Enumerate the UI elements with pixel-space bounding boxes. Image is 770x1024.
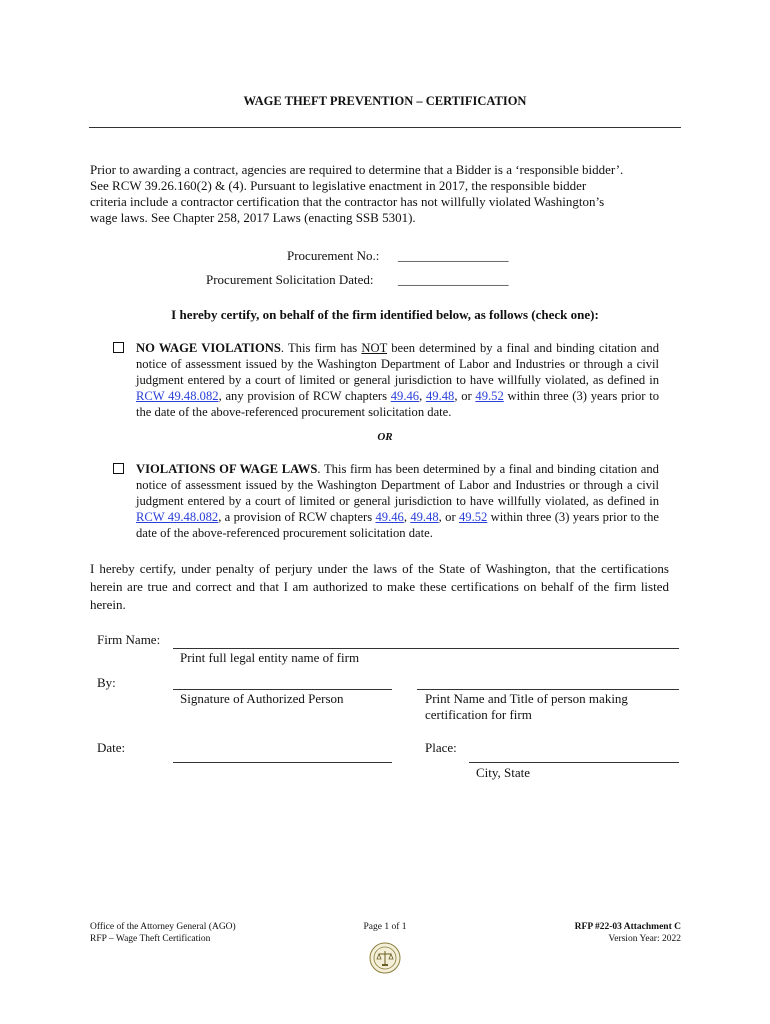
no-violations-heading: NO WAGE VIOLATIONS [136, 341, 281, 355]
no-violations-option [136, 340, 659, 420]
place-field[interactable] [469, 762, 679, 763]
or-separator: OR [377, 431, 393, 443]
chapter-49-52-link[interactable]: 49.52 [475, 389, 504, 403]
option1-text-4: within three (3) years prior to the date of the above-referenced procurement solicitation date. [136, 389, 659, 419]
option2-text-3: within three (3) years prior to the date of the above-referenced procurement solicitation date. [136, 510, 660, 540]
option2-text-2: , a provision of RCW chapters [218, 510, 376, 524]
print-name-field[interactable] [417, 689, 679, 690]
separator: , or [438, 510, 459, 524]
violations-heading: VIOLATIONS OF WAGE LAWS [136, 462, 318, 476]
chapter-49-48-link[interactable]: 49.48 [410, 510, 439, 524]
rcw-link[interactable]: RCW 49.48.082 [136, 389, 219, 403]
procurement-number-label: Procurement No.: [287, 248, 380, 263]
signature-hint: Signature of Authorized Person [180, 691, 344, 706]
by-label: By: [97, 675, 116, 690]
no-violations-checkbox[interactable] [113, 342, 124, 353]
date-label: Date: [97, 740, 126, 755]
firm-name-label: Firm Name: [97, 632, 161, 647]
chapter-49-46-link[interactable]: 49.46 [390, 389, 420, 403]
not-emphasis: NOT [361, 341, 388, 355]
footer-page-number: Page 1 of 1 [363, 922, 407, 932]
chapter-49-46-link[interactable]: 49.46 [375, 510, 404, 524]
violations-checkbox[interactable] [113, 463, 124, 474]
document-title: WAGE THEFT PREVENTION – CERTIFICATION [243, 94, 527, 108]
procurement-dated-field[interactable]: _________________ [398, 272, 509, 287]
option1-text-3: , any provision of RCW chapters [218, 389, 391, 403]
print-name-hint-1: Print Name and Title of person making [425, 691, 628, 706]
firm-name-hint: Print full legal entity name of firm [180, 650, 360, 665]
separator: , [419, 389, 426, 403]
title-divider [89, 127, 681, 128]
footer-right [575, 921, 681, 945]
perjury-statement: I hereby certify, under penalty of perjury under the laws of the State of Washington, that the certifications herein are true and correct and that I am authorized to make these certifications on behalf of the firm listed herein. [90, 561, 669, 612]
separator: , or [454, 389, 476, 403]
place-label: Place: [425, 740, 457, 755]
option1-text-1: . This firm has [280, 341, 362, 355]
firm-name-field[interactable] [173, 648, 679, 649]
signature-field[interactable] [173, 689, 392, 690]
separator: , [403, 510, 411, 524]
date-field[interactable] [173, 762, 392, 763]
print-name-hint-2: certification for firm [425, 707, 532, 722]
option2-text-1: . This firm has been determined by a final and binding citation and notice of assessment issued by the Washington Department of Labor and Industries or through a civil judgment entered by a court of limited or general jurisdiction to have willfully violated, as defined in [136, 462, 659, 508]
intro-paragraph: Prior to awarding a contract, agencies are required to determine that a Bidder is a ‘responsible bidder’. See RCW 39.26.160(2) & (4). Pursuant to legislative enactment in 2017, the responsible bidder criteria include a contractor certification that the contractor has not willfully violated Washington’s wage laws. See Chapter 258, 2017 Laws (enacting SSB 5301). [90, 162, 624, 225]
city-state-hint: City, State [476, 765, 531, 780]
certify-heading: I hereby certify, on behalf of the firm identified below, as follows (check one): [171, 307, 599, 322]
option1-text-2: been determined by a final and binding citation and notice of assessment issued by the Washington Department of Labor and Industries or through a civil judgment entered by a court of limited or general jurisdiction to have willfully violated, as defined in [136, 341, 659, 387]
violations-option [136, 461, 659, 541]
procurement-number-field[interactable]: _________________ [398, 248, 509, 263]
chapter-49-52-link[interactable]: 49.52 [458, 510, 488, 524]
state-seal-icon [369, 942, 401, 974]
rcw-link[interactable]: RCW 49.48.082 [136, 510, 219, 524]
footer-rfp-id: RFP #22-03 Attachment C [574, 922, 681, 932]
chapter-49-48-link[interactable]: 49.48 [425, 389, 455, 403]
footer-doc-name: RFP – Wage Theft Certification [90, 934, 211, 944]
procurement-dated-label: Procurement Solicitation Dated: [206, 272, 374, 287]
footer-office: Office of the Attorney General (AGO) [90, 922, 236, 932]
footer-version: Version Year: 2022 [608, 934, 681, 944]
